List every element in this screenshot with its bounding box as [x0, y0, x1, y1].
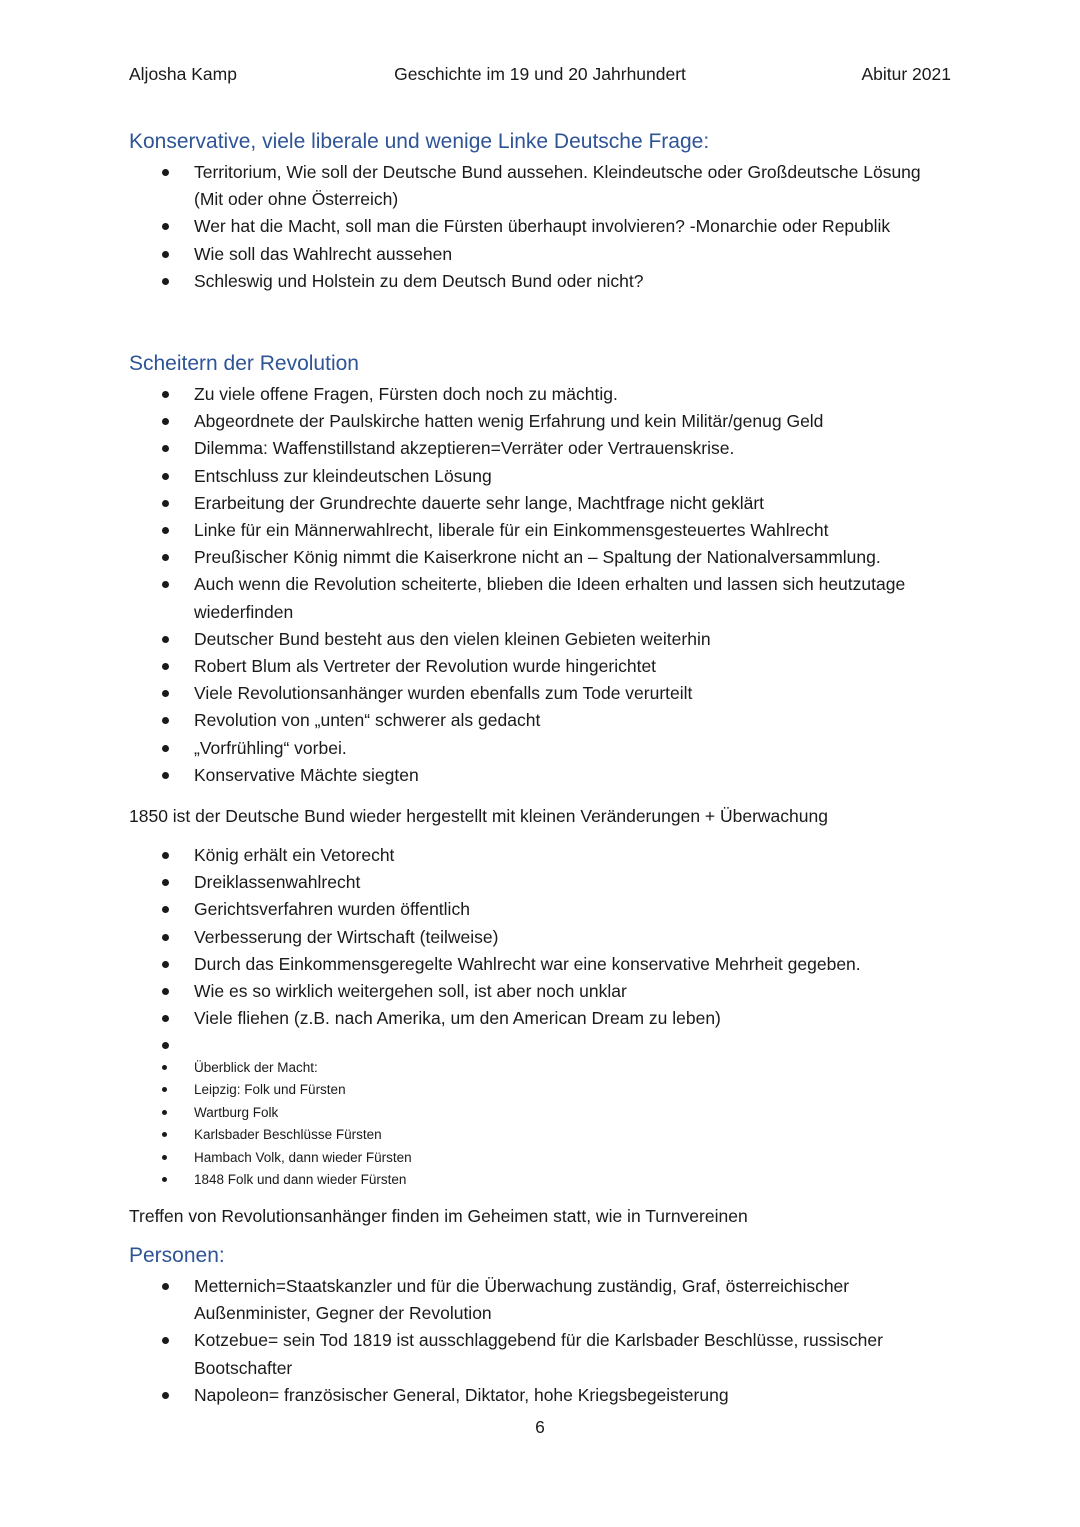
bullet-icon: [162, 473, 169, 480]
bullet-icon: [162, 1015, 169, 1022]
list-item: Metternich=Staatskanzler und für die Überwachung zuständig, Graf, österreichischer Außenminister, Gegner der Revolution: [0, 1273, 1080, 1327]
bullet-icon: [162, 1087, 167, 1092]
bullet-icon: [162, 745, 169, 752]
list-item: Viele fliehen (z.B. nach Amerika, um den American Dream zu leben): [0, 1005, 1080, 1032]
header-subject: Geschichte im 19 und 20 Jahrhundert: [394, 64, 686, 84]
bullet-icon: [162, 934, 169, 941]
heading-scheitern: Scheitern der Revolution: [129, 352, 359, 375]
paragraph-1850: 1850 ist der Deutsche Bund wieder hergestellt mit kleinen Veränderungen + Überwachung: [129, 806, 828, 826]
list-1850-changes: [0, 842, 1080, 1060]
bullet-icon: [162, 500, 169, 507]
bullet-icon: [162, 1392, 169, 1399]
list-item: Wartburg Folk: [0, 1102, 1080, 1124]
list-item: [0, 1032, 1080, 1059]
bullet-icon: [162, 1110, 167, 1115]
list-item: Deutscher Bund besteht aus den vielen kleinen Gebieten weiterhin: [0, 626, 1080, 653]
bullet-icon: [162, 906, 169, 913]
list-item: Wie soll das Wahlrecht aussehen: [0, 241, 1080, 268]
list-item: Wer hat die Macht, soll man die Fürsten überhaupt involvieren? -Monarchie oder Republik: [0, 213, 1080, 240]
bullet-icon: [162, 554, 169, 561]
bullet-icon: [162, 663, 169, 670]
list-item: Abgeordnete der Paulskirche hatten wenig Erfahrung und kein Militär/genug Geld: [0, 408, 1080, 435]
bullet-icon: [162, 391, 169, 398]
list-item: Revolution von „unten“ schwerer als gedacht: [0, 707, 1080, 734]
bullet-icon: [162, 690, 169, 697]
list-item: Schleswig und Holstein zu dem Deutsch Bund oder nicht?: [0, 268, 1080, 295]
bullet-icon: [162, 852, 169, 859]
bullet-icon: [162, 988, 169, 995]
bullet-icon: [162, 527, 169, 534]
list-item: Viele Revolutionsanhänger wurden ebenfalls zum Tode verurteilt: [0, 680, 1080, 707]
list-personen: [0, 1273, 1080, 1409]
bullet-icon: [162, 1337, 169, 1344]
list-item: 1848 Folk und dann wieder Fürsten: [0, 1169, 1080, 1191]
list-item: Linke für ein Männerwahlrecht, liberale für ein Einkommensgesteuertes Wahlrecht: [0, 517, 1080, 544]
list-item: Dreiklassenwahlrecht: [0, 869, 1080, 896]
list-item: Napoleon= französischer General, Diktator, hohe Kriegsbegeisterung: [0, 1382, 1080, 1409]
bullet-icon: [162, 223, 169, 230]
bullet-icon: [162, 1177, 167, 1182]
header-exam: Abitur 2021: [861, 64, 951, 84]
bullet-icon: [162, 278, 169, 285]
list-item: Hambach Volk, dann wieder Fürsten: [0, 1147, 1080, 1169]
paragraph-turnvereine: Treffen von Revolutionsanhänger finden im Geheimen statt, wie in Turnvereinen: [129, 1206, 748, 1226]
bullet-icon: [162, 1283, 169, 1290]
list-item: Erarbeitung der Grundrechte dauerte sehr lange, Machtfrage nicht geklärt: [0, 490, 1080, 517]
bullet-icon: [162, 1042, 169, 1049]
list-item: Preußischer König nimmt die Kaiserkrone nicht an – Spaltung der Nationalversammlung.: [0, 544, 1080, 571]
page-number: 6: [535, 1417, 545, 1437]
list-item: Durch das Einkommensgeregelte Wahlrecht war eine konservative Mehrheit gegeben.: [0, 951, 1080, 978]
bullet-icon: [162, 961, 169, 968]
list-scheitern: [0, 381, 1080, 789]
bullet-icon: [162, 1132, 167, 1137]
list-item: Verbesserung der Wirtschaft (teilweise): [0, 924, 1080, 951]
bullet-icon: [162, 581, 169, 588]
bullet-icon: [162, 1065, 167, 1070]
bullet-icon: [162, 717, 169, 724]
header-author: Aljosha Kamp: [129, 64, 237, 84]
list-item: Konservative Mächte siegten: [0, 762, 1080, 789]
page-header: [129, 64, 951, 90]
list-item: Überblick der Macht:: [0, 1057, 1080, 1079]
bullet-icon: [162, 772, 169, 779]
list-item: Entschluss zur kleindeutschen Lösung: [0, 463, 1080, 490]
bullet-icon: [162, 169, 169, 176]
bullet-icon: [162, 636, 169, 643]
list-deutsche-frage: [0, 159, 1080, 295]
list-item: Territorium, Wie soll der Deutsche Bund aussehen. Kleindeutsche oder Großdeutsche Lösung (Mit oder ohne Österreich): [0, 159, 1080, 213]
bullet-icon: [162, 445, 169, 452]
bullet-icon: [162, 418, 169, 425]
list-item: Robert Blum als Vertreter der Revolution wurde hingerichtet: [0, 653, 1080, 680]
heading-deutsche-frage: Konservative, viele liberale und wenige Linke Deutsche Frage:: [129, 130, 710, 153]
list-item: Auch wenn die Revolution scheiterte, blieben die Ideen erhalten und lassen sich heutzutage wiederfinden: [0, 571, 1080, 625]
list-item: „Vorfrühling“ vorbei.: [0, 735, 1080, 762]
list-item: Karlsbader Beschlüsse Fürsten: [0, 1124, 1080, 1146]
bullet-icon: [162, 1155, 167, 1160]
list-item: Gerichtsverfahren wurden öffentlich: [0, 896, 1080, 923]
list-macht-ueberblick: [0, 1057, 1080, 1191]
list-item: König erhält ein Vetorecht: [0, 842, 1080, 869]
list-item: Zu viele offene Fragen, Fürsten doch noch zu mächtig.: [0, 381, 1080, 408]
list-item: Leipzig: Folk und Fürsten: [0, 1079, 1080, 1101]
list-item: Wie es so wirklich weitergehen soll, ist aber noch unklar: [0, 978, 1080, 1005]
list-item: Dilemma: Waffenstillstand akzeptieren=Verräter oder Vertrauenskrise.: [0, 435, 1080, 462]
list-item: Kotzebue= sein Tod 1819 ist ausschlaggebend für die Karlsbader Beschlüsse, russischer Bootschafter: [0, 1327, 1080, 1381]
bullet-icon: [162, 879, 169, 886]
heading-personen: Personen:: [129, 1244, 225, 1267]
bullet-icon: [162, 251, 169, 258]
